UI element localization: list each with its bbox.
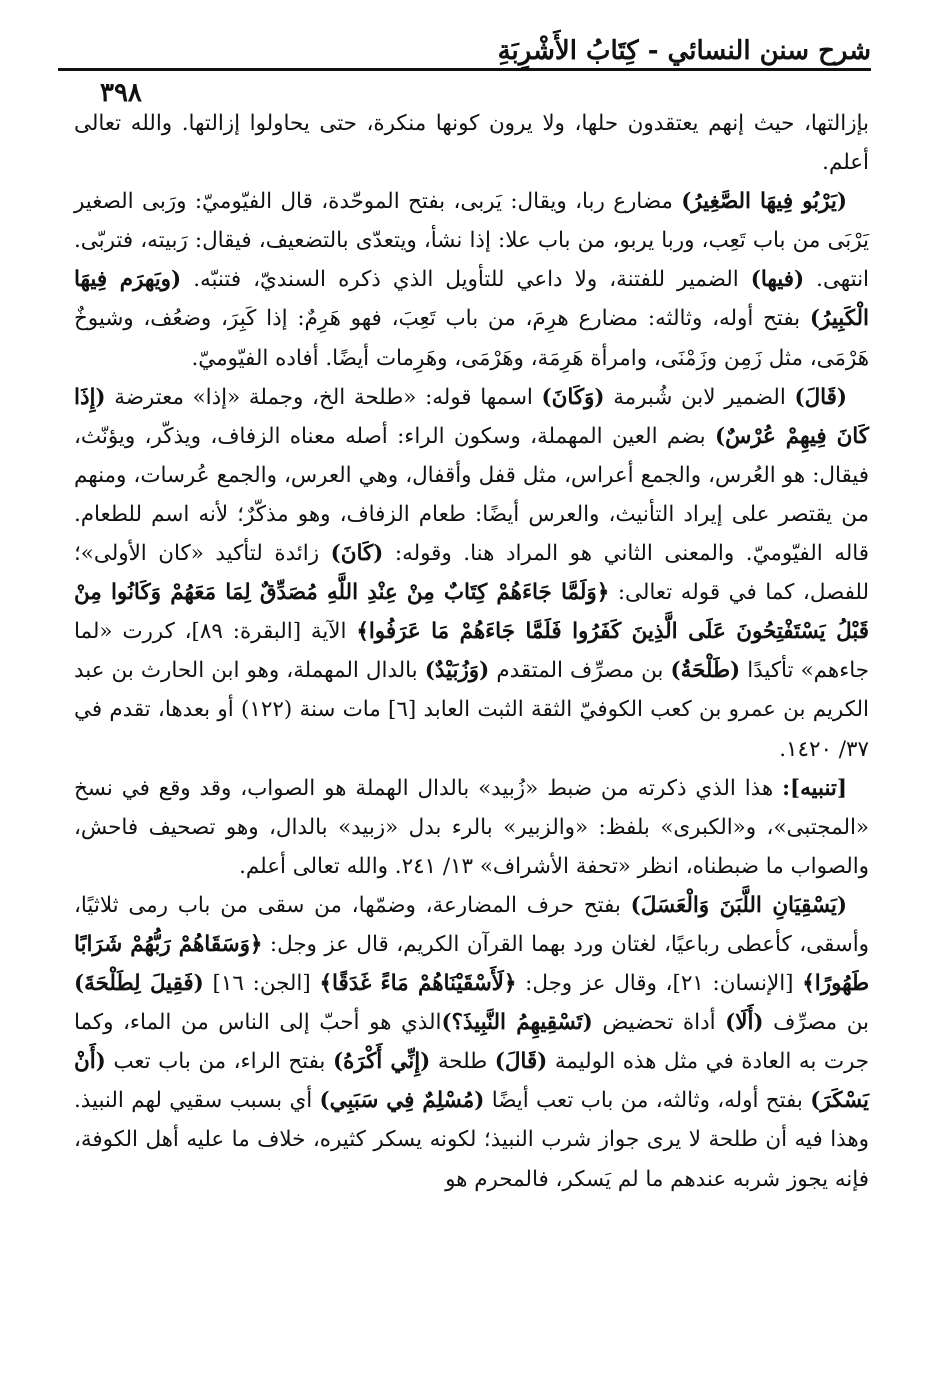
text-run: بن مصرِّف المتقدم (489, 658, 671, 684)
text-run: الذي هو أحبّ إلى الناس من الماء، وكما جرت به العادة في مثل هذه الوليمة (74, 1010, 869, 1075)
text-run: الآية [البقرة: ٨٩]، كررت «لما جاءهم» تأكيدًا (74, 619, 869, 684)
hadith-quote: (أَلَا) (725, 1010, 764, 1036)
hadith-quote: (ويَهرَم فِيهَا الْكَبِيرُ) (74, 267, 869, 332)
paragraph-1 (74, 104, 869, 182)
text-run: بفتح حرف المضارعة، وضمّها، من سقى من باب رمى ثلاثيًا، وأسقى، كأعطى رباعيًا، لغتان ورد بهما القرآن الكريم، قال عز وجل: (74, 892, 869, 957)
quran-verse: ﴿لَأَسْقَيْنَاهُمْ مَاءً غَدَقًا﴾ (319, 971, 517, 997)
text-run: هذا الذي ذكرته من ضبط «زُبيد» بالدال الهملة هو الصواب، وقد وقع في نسخ «المجتبى»، و«الكبرى» بلفظ: «والزبير» بالرء بدل «زبيد» بالدال، وهو تصحيف فاحش، والصواب ما ضبطناه، انظر «تحفة الأشراف» ١٣/ ٢٤١. والله تعالى أعلم. (74, 775, 869, 879)
text-run: بفتح أوله، وثالثه: مضارع هرِمَ، من باب تَعِبَ، فهو هَرِمٌ: إذا كَبِرَ، وضعُف، وشيوخٌ هَرْمَى، مثل زَمِن وزَمْنَى، وامرأة هَرِمَة، وهَرْمَى، وهَرِمات أيضًا. أفاده الفيّوميّ. (74, 306, 869, 371)
hadith-quote: (فيها) (750, 267, 805, 293)
hadith-quote: (مُسْلِمٌ فِي سَبَبِي) (319, 1088, 485, 1114)
hadith-quote: (فَقِيلَ لِطَلْحَةَ) (74, 971, 204, 997)
hadith-quote: (أَنْ يَسْكَرَ) (74, 1049, 869, 1114)
text-run: بن مصرِّف (763, 1010, 869, 1036)
paragraph-2 (74, 182, 869, 377)
text-run: بفتح أوله، وثالثه، من باب تعب أيضًا (484, 1088, 811, 1114)
quran-verse: ﴿وَلَمَّا جَاءَهُمْ كِتَابٌ مِنْ عِنْدِ اللَّهِ مُصَدِّقٌ لِمَا مَعَهُمْ وَكَانُوا مِنْ قَبْلُ يَسْتَفْتِحُونَ عَلَى الَّذِينَ كَفَرُوا فَلَمَّا جَاءَهُمْ مَا عَرَفُوا﴾ (74, 580, 869, 645)
text-run: اسمها قوله: «طلحة الخ، وجملة «إذا» معترضة (105, 384, 542, 410)
note-label: [تنبيه]: (782, 775, 847, 801)
quran-verse: ﴿وَسَقَاهُمْ رَبُّهُمْ شَرَابًا طَهُورًا﴾ (74, 931, 870, 997)
text-run: أي بسبب سقيي لهم النبيذ. وهذا فيه أن طلحة لا يرى جواز شرب النبيذ؛ لكونه يسكر كثيره، خلاف ما عليه أهل الكوفة، فإنه يجوز شربه عندهم ما لم يَسكر، فالمحرم هو (74, 1088, 869, 1192)
text-run: زائدة لتأكيد «كان الأولى»؛ للفصل، كما في قوله تعالى: (74, 541, 870, 606)
header-rule (58, 68, 871, 71)
hadith-quote: (تَسْقِيهِمُ النَّبِيذَ؟) (441, 1010, 593, 1036)
hadith-quote: (يَسْقِيَانِ اللَّبَنَ وَالْعَسَلَ) (630, 892, 847, 918)
hadith-quote: (إِنِّي أَكْرَهُ) (332, 1049, 431, 1075)
page-number: ٣٩٨ (100, 78, 142, 108)
commentary-text (74, 104, 869, 1199)
text-run: مضارع ربا، ويقال: يَربى، بفتح الموحّدة، قال الفيّوميّ: ورَبى الصغير يَرْبَى من باب تَعِب، وربا يربو، من باب علا: إذا نشأ، ويتعدّى بالتضعيف، فيقال: رَبيته، فتربّى. انتهى. (74, 189, 869, 293)
text-run: أداة تحضيض (592, 1010, 726, 1036)
text-run: بالدال المهملة، وهو ابن الحارث بن عبد الكريم بن عمرو بن كعب الكوفيّ الثقة الثبت العابد [٦] مات سنة (١٢٢) أو بعدها، تقدم في ٣٧/ ١٤٢٠. (74, 658, 869, 762)
text-run: طلحة (430, 1049, 495, 1075)
paragraph-4 (74, 769, 869, 886)
paragraph-3 (74, 378, 869, 769)
paragraph-5 (74, 886, 869, 1199)
hadith-quote: (يَرْبُو فِيهَا الصَّغِيرُ) (681, 189, 847, 215)
hadith-quote: (طَلْحَةُ) (670, 658, 741, 684)
hadith-quote: (إِذَا كَانَ فِيهِمْ عُرْسٌ) (74, 384, 869, 449)
hadith-quote: (وَكَانَ) (541, 384, 605, 410)
text-run: [الإنسان: ٢١]، وقال عز وجل: (516, 971, 803, 997)
hadith-quote: (قَالَ) (494, 1049, 548, 1075)
text-run: بإزالتها، حيث إنهم يعتقدون حلها، ولا يرون كونها منكرة، حتى يحاولوا إزالتها. والله تعالى أعلم. (74, 111, 869, 176)
text-run: بضم العين المهملة، وسكون الراء: أصله معناه الزفاف، ويذكّر، ويؤنّث، فيقال: هو العُرس، والجمع أعراس، مثل قفل وأقفال، وهي العرس، والجمع عُرسات، ومنهم من يقتصر على إيراد التأنيث، والعرس أيضًا: طعام الزفاف، وهو مذكّرٌ؛ لأنه اسم للطعام. قاله الفيّوميّ. والمعنى الثاني هو المراد هنا. وقوله: (74, 423, 869, 567)
text-run: الضمير لابن شُبرمة (604, 384, 795, 410)
text-run: الضمير للفتنة، ولا داعي للتأويل الذي ذكره السنديّ، فتنبّه. (181, 267, 751, 293)
text-run: بفتح الراء، من باب تعب (105, 1049, 333, 1075)
hadith-quote: (وَزُبَيْدٌ) (424, 658, 490, 684)
text-run: [الجن: ١٦] (203, 971, 320, 997)
hadith-quote: (كَانَ) (330, 541, 384, 567)
page-header (58, 28, 871, 108)
running-title: شرح سنن النسائي - كِتَابُ الأَشْرِبَةِ (497, 36, 871, 66)
hadith-quote: (قَالَ) (794, 384, 847, 410)
